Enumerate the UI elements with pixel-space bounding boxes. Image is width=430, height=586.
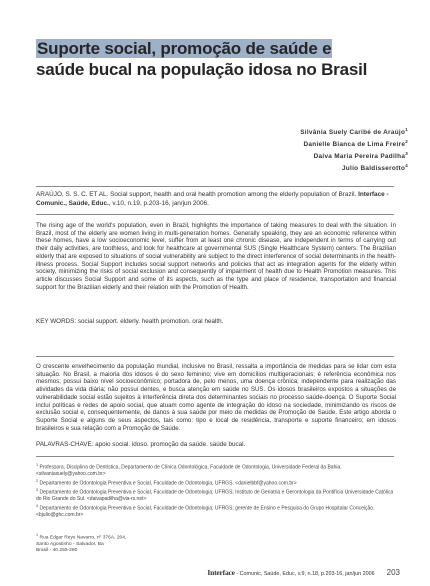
author-2: Danielle Bianca de Lima Freire$^2$: [303, 138, 408, 149]
keywords: KEY WORDS: social support. elderly. health promotion. oral health.: [36, 318, 224, 325]
author-1: Silvânia Suely Caribé de Araújo$^1$: [300, 127, 408, 137]
footnote-3: $^3$ Departamento de Odontologia Preventiva e Social, Faculdade de Odontologia, UFRGS; Instituto de Geriatria e Gerontologia da Pontifícia Universidade Católica do Rio Grande do Sul. <daivapadilha@via-rs.net>: [36, 488, 394, 503]
footnote-1: $^1$ Professora, Disciplina de Dentística, Departamento de Clínica Odontológica, Faculdade de Odontologia, Universidade Federal da Bahia. <silvaniasuely@yahoo.com.br>: [36, 463, 342, 478]
page-footer: Interface - Comunic, Saúde, Educ, v.9, n.18, p.203-16, jan/jun 2006 203: [207, 568, 400, 577]
page-number: 203: [386, 568, 400, 577]
author-4: Julio Baldisserotto$^4$: [341, 162, 408, 172]
author-3: Daiva Maria Pereira Padilha$^3$: [313, 150, 408, 160]
author-list: [300, 126, 408, 174]
article-title: [36, 38, 406, 80]
title-line-2: saúde bucal na população idosa no Brasil: [36, 60, 368, 79]
title-line-1-text: Suporte social, promoção de saúde e: [37, 39, 332, 58]
citation: ARAÚJO, S. S. C. ET AL. Social support, health and oral health promotion among the elderly population of Brazil. Interface - Comunic., Saúde, Educ., v.10, n.19, p.203-16, jan/jun 2006.: [36, 191, 389, 207]
divider: [36, 456, 394, 457]
title-line-1: [36, 38, 406, 59]
footnote-4: $^4$ Departamento de Odontologia Preventiva e Social, Faculdade de Odontologia, UFRGS; gerente de Ensino e Pesquisa do Grupo Hospitalar Conceição. <bjulio@ghc.com.br>: [36, 503, 375, 519]
citation-source: Interface - Comunic., Saúde, Educ.: [36, 191, 389, 207]
footnotes: [36, 462, 396, 519]
divider: [36, 186, 394, 187]
correspondence-address: $^1$ Rua Edgar Reys Navarro, nº 376A, 204, Santo Agostinho - Salvador, Ba Brasil - 40.255-280: [36, 533, 127, 554]
footnote-2: $^2$ Departamento de Odontologia Preventiva e Social, Faculdade de Odontologia, UFRGS. <danielbbf@yahoo.com.br>: [36, 478, 297, 487]
divider: [36, 356, 394, 357]
resumo-text: O crescente envelhecimento da população mundial, inclusive no Brasil, ressalta a importância de medidas para se lidar com esta situação. No Brasil, a maioria dos idosos é do sexo feminino; vive em domicílios multigeracionais; é referência econômica nos mesmos; possui baixo nível socioeconômico; portadora de, pelo menos, uma doença crônica; independente para realização das atividades da vida diária; não possui dentes, e busca atenção em saúde no SUS. Os idosos brasileiros expostos a situações de vulnerabilidade social estão sujeitos à interferência direta dos determinantes sociais no processo saúde-doença. O Suporte Social inclui políticas e redes de apoio social, que atuam como agente de integração do idoso na sociedade, minimizando os riscos de exclusão social e, consequentemente, de danos à sua saúde por meio de medidas de Promoção de Saúde. Este artigo aborda o Suporte Social e alguns de seus aspectos, tais como: tipo e local de residência, transporte e suporte financeiro; em idosos brasileiros e sua relação com a Promoção de Saúde.: [36, 363, 396, 432]
journal-brand: Interface: [207, 568, 235, 577]
divider: [36, 214, 394, 215]
palavras-chave: PALAVRAS-CHAVE: apoio social. idoso. promoção da saúde. saúde bucal.: [36, 441, 246, 448]
abstract-text: The rising age of the world's population, even in Brazil, highlights the importance of taking measures to deal with the situation. In Brazil, most of the elderly are women living in multi-generation homes. Generally speaking, they are an economic reference within these homes, have a low socioeconomic level, suffer from at least one chronic disease, are independent in terms of carrying out their daily activities, are toothless, and look for healthcare at governmental SUS (Single Healthcare System) centers. The Brazilian elderly that are exposed to situations of social vulnerability are subject to the direct interference of social determinants in the health-illness process. Social Support includes social support networks and policies that act as integration agents for the elderly within society, minimizing the risks of social exclusion and consequently of impairment of health due to Health Promotion measures. This article discusses Social Support and some of its aspects, such as the type and place of residence, transportation and financial support for the Brazilian elderly and their relation with the Promotion of Health.: [36, 222, 396, 291]
